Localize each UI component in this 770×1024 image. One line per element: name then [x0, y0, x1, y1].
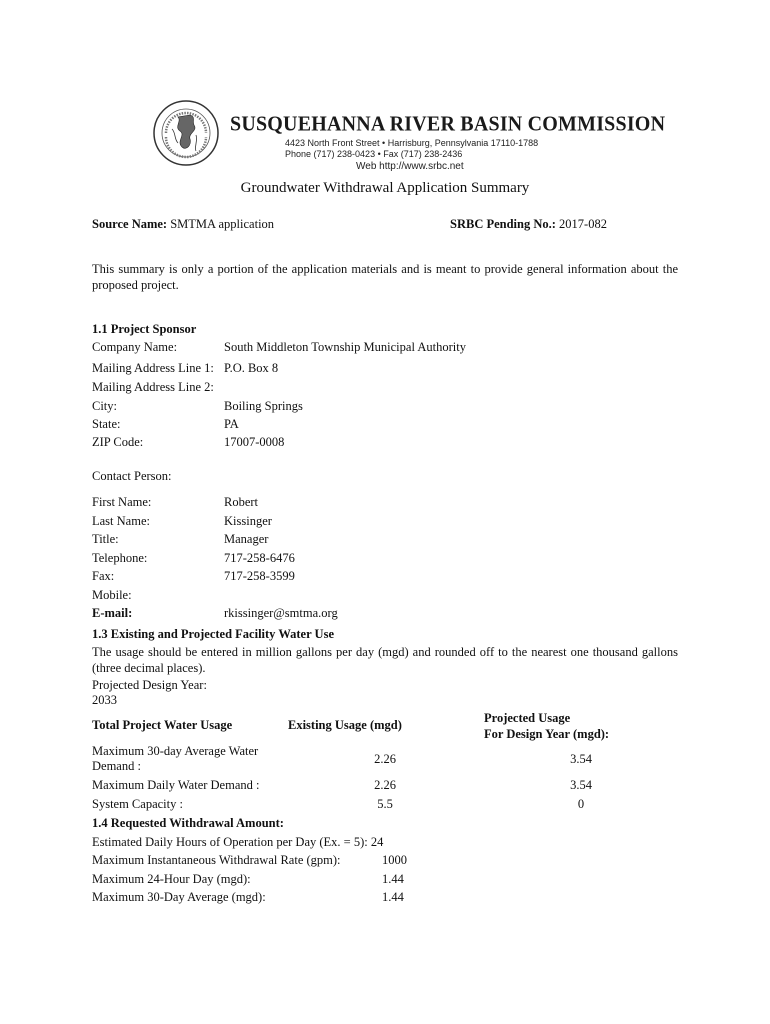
- source-name-field: [92, 216, 274, 232]
- withdrawal-heading: 1.4 Requested Withdrawal Amount:: [92, 816, 284, 830]
- field-label: Mailing Address Line 2:: [92, 380, 214, 394]
- table-cell-existing: 5.5: [377, 797, 393, 811]
- withdrawal-row-label: Maximum 30-Day Average (mgd):: [92, 890, 266, 904]
- withdrawal-row-label: Maximum Instantaneous Withdrawal Rate (gpm):: [92, 853, 341, 867]
- table-cell-projected: 3.54: [570, 778, 592, 792]
- field-label: E-mail:: [92, 606, 133, 620]
- field-value: Manager: [224, 532, 269, 546]
- field-value: South Middleton Township Municipal Authority: [224, 340, 466, 354]
- organization-phone: Phone (717) 238-0423 • Fax (717) 238-2436: [285, 149, 463, 159]
- pending-number-field: [450, 216, 607, 232]
- organization-address: 4423 North Front Street • Harrisburg, Pennsylvania 17110-1788: [285, 138, 539, 148]
- field-value: 17007-0008: [224, 435, 285, 449]
- field-value: Kissinger: [224, 514, 272, 528]
- field-label: Fax:: [92, 569, 115, 583]
- withdrawal-row-value: 1.44: [382, 890, 404, 904]
- intro-paragraph: This summary is only a portion of the application materials and is meant to provide general information about the proposed project.: [92, 262, 678, 292]
- withdrawal-row-value: 1000: [382, 853, 407, 867]
- srbc-seal-logo: [152, 99, 220, 167]
- table-cell-existing: 2.26: [374, 778, 396, 792]
- organization-web: Web http://www.srbc.net: [356, 161, 464, 172]
- source-name-label: Source Name:: [92, 217, 168, 231]
- pending-number-value: 2017-082: [559, 217, 607, 231]
- organization-name: SUSQUEHANNA RIVER BASIN COMMISSION: [230, 112, 666, 136]
- table-cell-existing: 2.26: [374, 752, 396, 766]
- design-year-label: Projected Design Year:: [92, 678, 207, 692]
- field-label: ZIP Code:: [92, 435, 144, 449]
- field-label: Title:: [92, 532, 119, 546]
- usage-heading: 1.3 Existing and Projected Facility Water Use: [92, 627, 334, 641]
- withdrawal-row-label: Maximum 24-Hour Day (mgd):: [92, 872, 251, 886]
- field-value: 717-258-3599: [224, 569, 295, 583]
- table-row-label: System Capacity :: [92, 797, 183, 811]
- field-value: 717-258-6476: [224, 551, 295, 565]
- table-row-label: Maximum Daily Water Demand :: [92, 778, 260, 792]
- table-header-usage: Total Project Water Usage: [92, 718, 233, 732]
- sponsor-heading: 1.1 Project Sponsor: [92, 322, 197, 336]
- field-value: Boiling Springs: [224, 399, 303, 413]
- document-title: Groundwater Withdrawal Application Summary: [240, 180, 530, 196]
- table-header-projected-line1: Projected Usage: [484, 711, 571, 725]
- field-label: State:: [92, 417, 121, 431]
- field-label: Telephone:: [92, 551, 148, 565]
- source-name-value: SMTMA application: [170, 217, 275, 231]
- withdrawal-row-value: 1.44: [382, 872, 404, 886]
- table-cell-projected: 3.54: [570, 752, 592, 766]
- table-cell-projected: 0: [577, 797, 585, 811]
- usage-description: The usage should be entered in million gallons per day (mgd) and rounded off to the nearest one thousand gallons (three decimal places).: [92, 645, 678, 675]
- table-row-label: Maximum 30-day Average Water: [92, 744, 259, 758]
- table-header-existing: Existing Usage (mgd): [288, 718, 402, 732]
- field-label: Company Name:: [92, 340, 178, 354]
- contact-heading: Contact Person:: [92, 469, 172, 483]
- field-value: P.O. Box 8: [224, 361, 279, 375]
- table-header-projected-line2: For Design Year (mgd):: [484, 727, 610, 741]
- field-label: First Name:: [92, 495, 152, 509]
- field-label: Mailing Address Line 1:: [92, 361, 214, 375]
- field-label: City:: [92, 399, 118, 413]
- table-row-label-cont: Demand :: [92, 759, 141, 773]
- field-value: Robert: [224, 495, 259, 509]
- field-value: PA: [224, 417, 239, 431]
- field-value: rkissinger@smtma.org: [224, 606, 338, 620]
- field-label: Last Name:: [92, 514, 150, 528]
- field-label: Mobile:: [92, 588, 132, 602]
- operation-hours: Estimated Daily Hours of Operation per Day (Ex. = 5): 24: [92, 835, 384, 849]
- design-year-value: 2033: [92, 693, 117, 707]
- pending-number-label: SRBC Pending No.:: [450, 217, 556, 231]
